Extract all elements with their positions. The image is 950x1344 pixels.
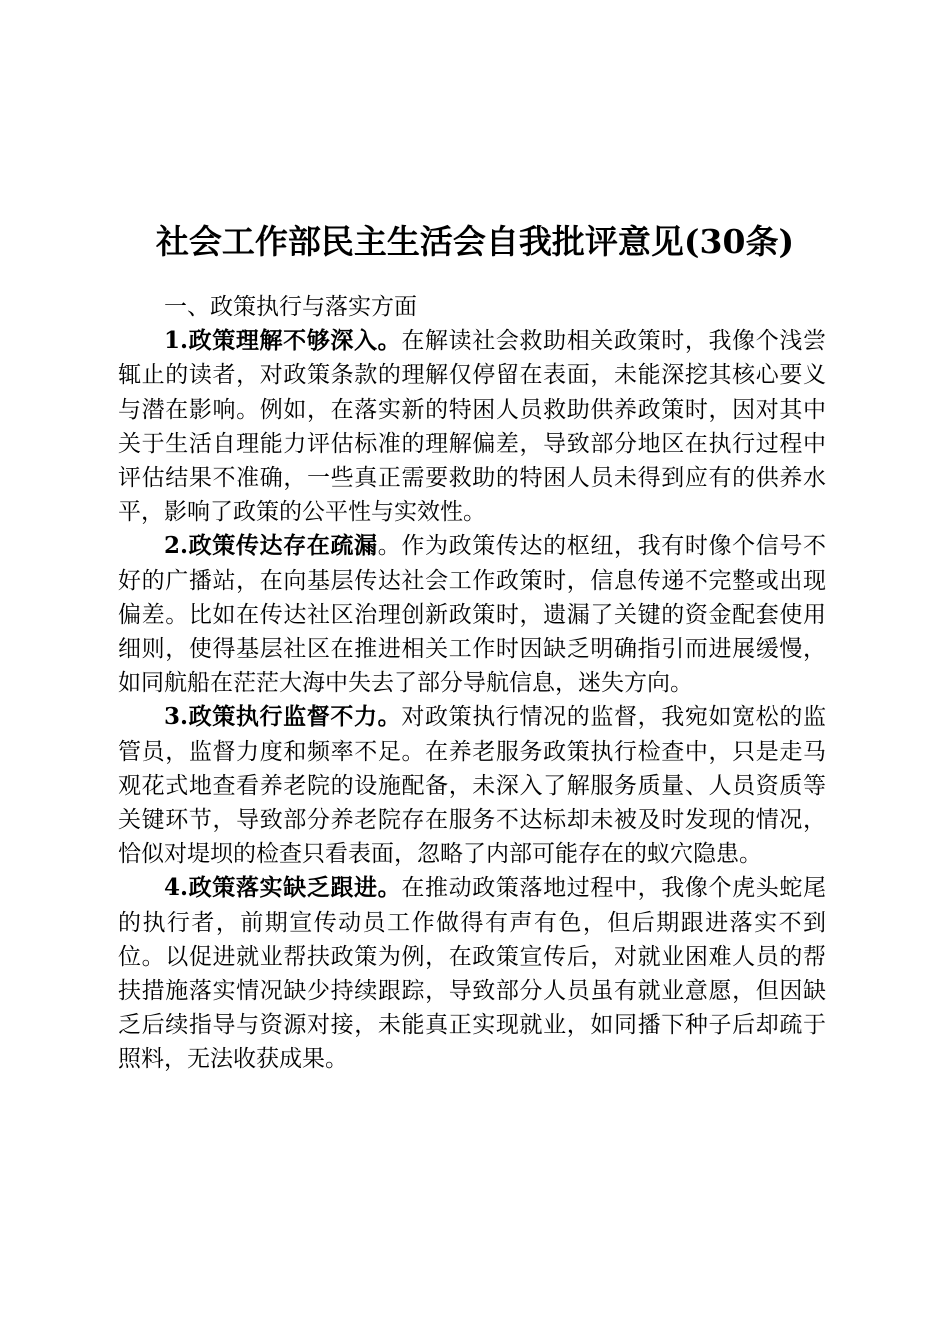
paragraph-2-text: 。作为政策传达的枢纽，我有时像个信号不好的广播站，在向基层传达社会工作政策时，信息传递不完整或出现偏差。比如在传达社区治理创新政策时，遗漏了关键的资金配套使用细则，使得基层社区在推进相关工作时因缺乏明确指引而进展缓慢，如同航船在茫茫大海中失去了部分导航信息，迷失方向。 — [118, 533, 827, 697]
document-title: 社会工作部民主生活会自我批评意见(30条) — [155, 222, 795, 262]
paragraph-3 — [118, 700, 826, 871]
paragraph-1-lead: 1.政策理解不够深入。 — [164, 327, 402, 355]
document-body — [118, 290, 826, 1077]
paragraph-4-text: 在推动政策落地过程中，我像个虎头蛇尾的执行者，前期宣传动员工作做得有声有色，但后期跟进落实不到位。以促进就业帮扶政策为例，在政策宣传后，对就业困难人员的帮扶措施落实情况缺少持续跟踪，导致部分人员虽有就业意愿，但因缺乏后续指导与资源对接，未能真正实现就业，如同播下种子后却疏于照料，无法收获成果。 — [118, 875, 827, 1073]
paragraph-3-lead: 3.政策执行监督不力。 — [164, 703, 402, 731]
paragraph-2 — [118, 529, 826, 700]
paragraph-1 — [118, 324, 826, 529]
section-heading: 一、政策执行与落实方面 — [164, 294, 417, 320]
paragraph-3-text: 对政策执行情况的监督，我宛如宽松的监管员，监督力度和频率不足。在养老服务政策执行检查中，只是走马观花式地查看养老院的设施配备，未深入了解服务质量、人员资质等关键环节，导致部分养老院存在服务不达标却未被及时发现的情况，恰似对堤坝的检查只看表面，忽略了内部可能存在的蚁穴隐患。 — [118, 704, 827, 868]
paragraph-1-text: 在解读社会救助相关政策时，我像个浅尝辄止的读者，对政策条款的理解仅停留在表面，未能深挖其核心要义与潜在影响。例如，在落实新的特困人员救助供养政策时，因对其中关于生活自理能力评估标准的理解偏差，导致部分地区在执行过程中评估结果不准确，一些真正需要救助的特困人员未得到应有的供养水平，影响了政策的公平性与实效性。 — [118, 328, 827, 526]
paragraph-2-lead: 2.政策传达存在疏漏 — [164, 532, 378, 560]
paragraph-4 — [118, 871, 826, 1076]
paragraph-4-lead: 4.政策落实缺乏跟进。 — [164, 874, 402, 902]
